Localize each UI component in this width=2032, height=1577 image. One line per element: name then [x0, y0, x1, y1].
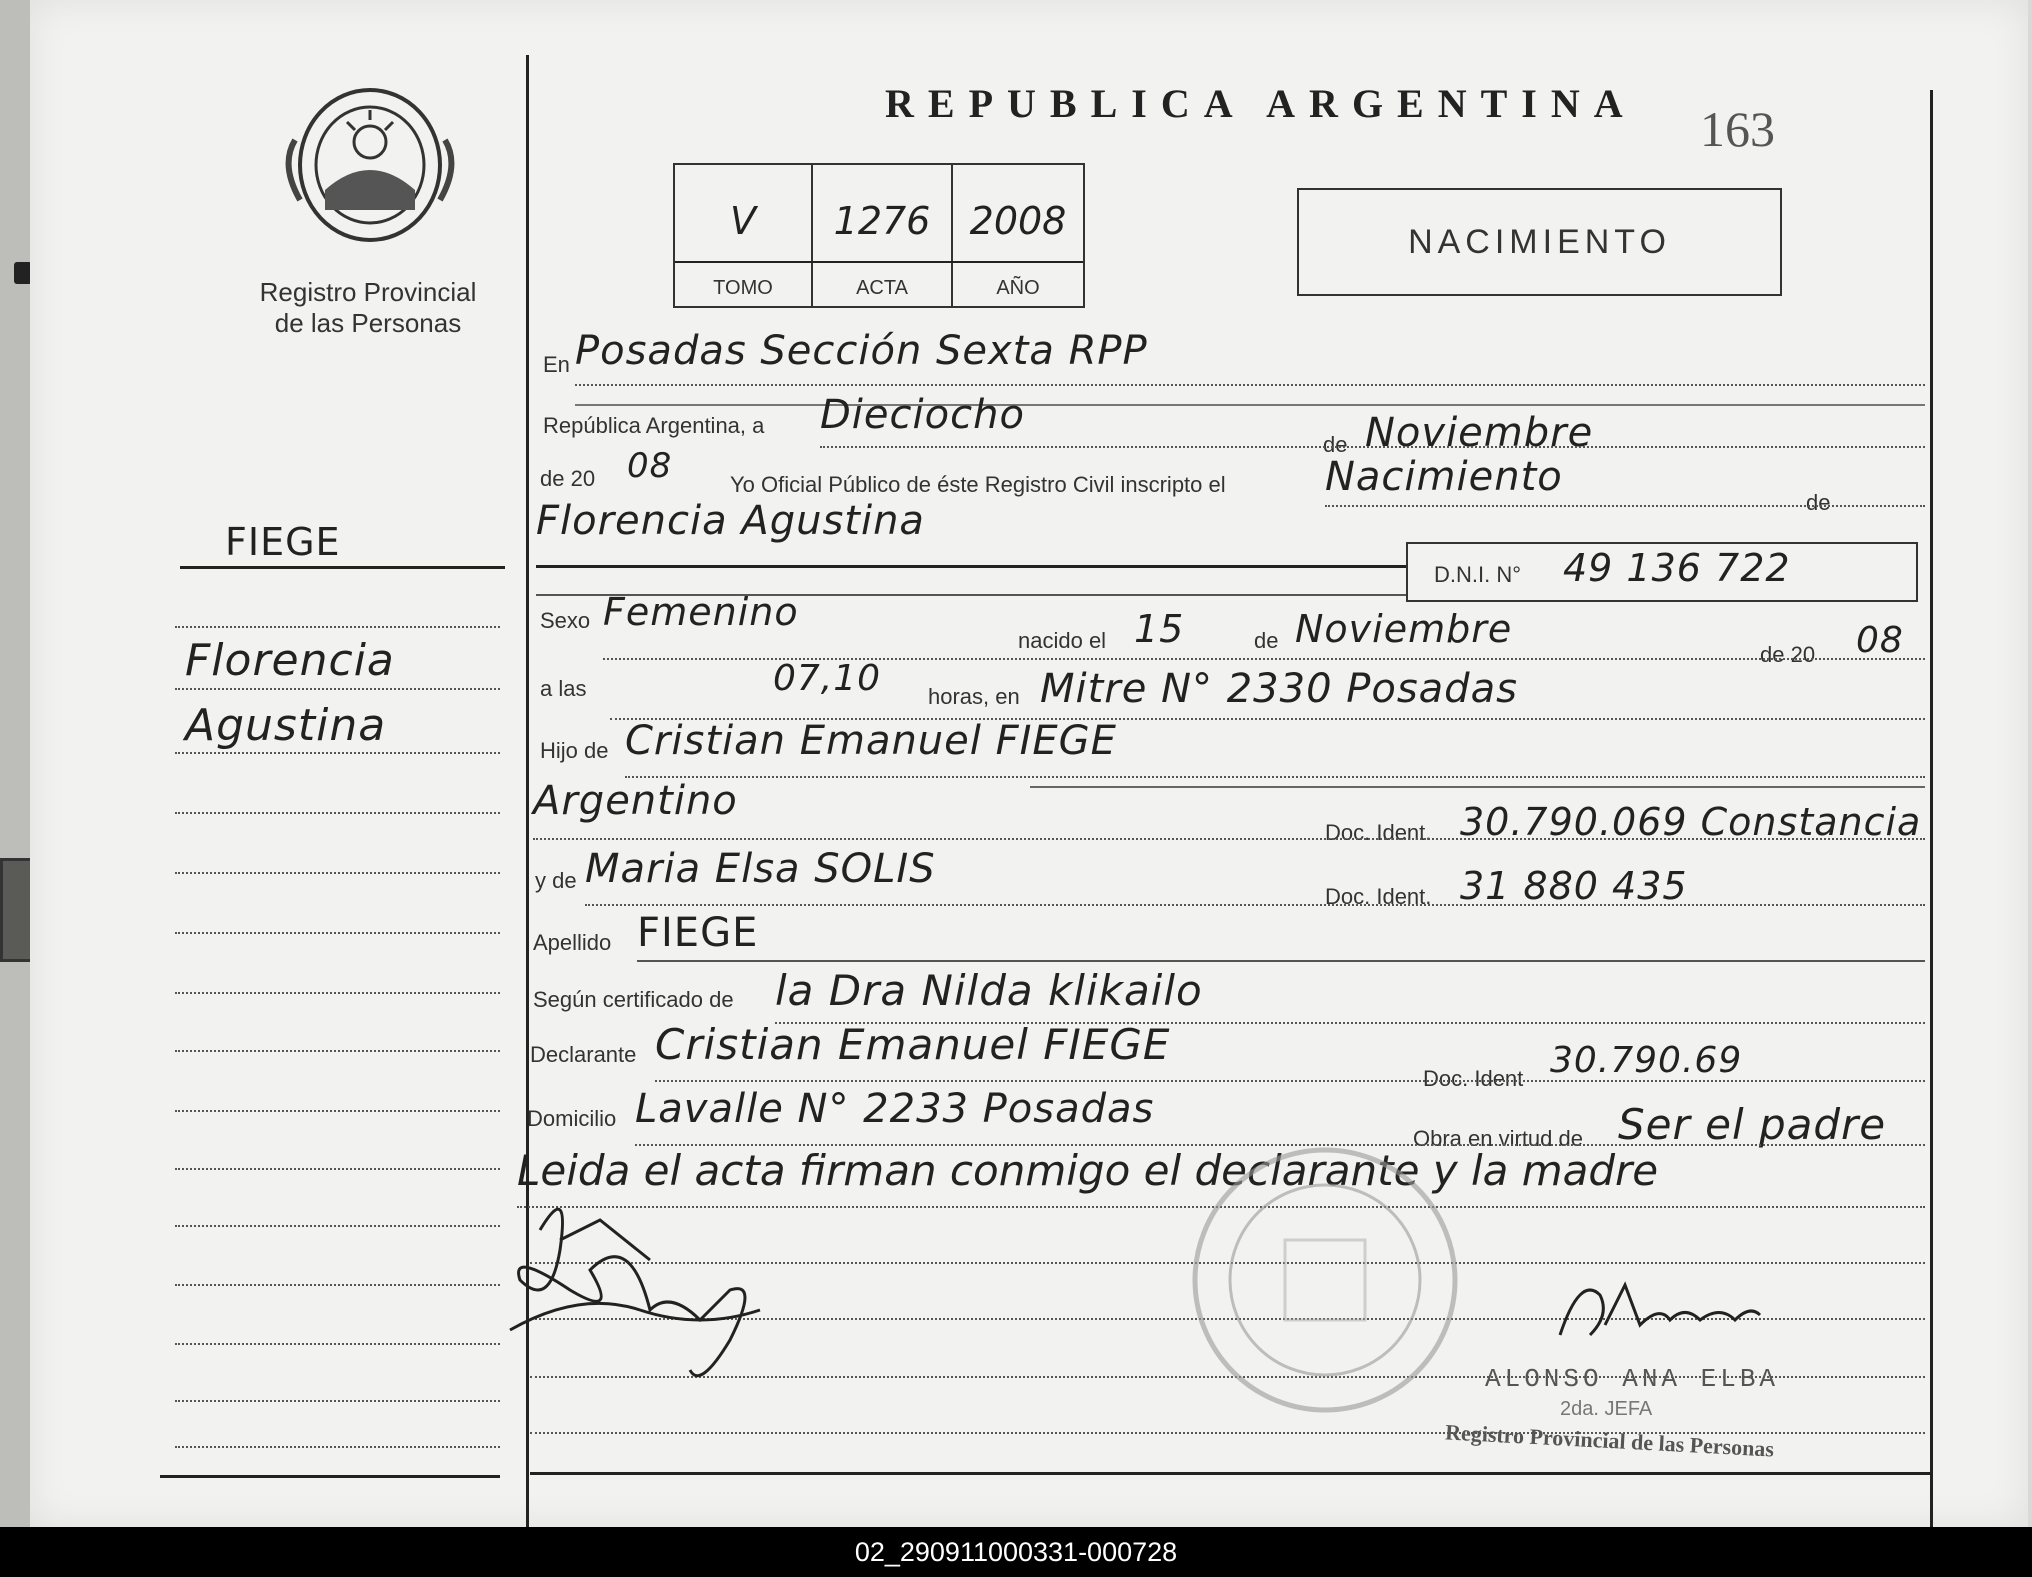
right-border — [1930, 90, 1933, 1527]
declarante-doc-value: 30.790.69 — [1550, 1040, 1743, 1081]
obra-label: Obra en virtud de — [1413, 1126, 1583, 1151]
margin-bottom-rule — [160, 1475, 500, 1478]
margin-given-name-2: Agustina — [185, 700, 387, 751]
day-words: Dieciocho — [820, 392, 1025, 438]
domicilio-label: Domicilio — [527, 1106, 617, 1131]
sexo-value: Femenino — [603, 590, 799, 634]
de-end-label: de — [1806, 490, 1831, 515]
provincial-seal-icon — [275, 80, 465, 250]
obra-value: Ser el padre — [1618, 1100, 1887, 1149]
act-type-label: NACIMIENTO — [1408, 222, 1671, 261]
registry-name-line1: Registro Provincial — [259, 277, 477, 307]
declarante-doc-label: Doc. Ident — [1423, 1066, 1524, 1091]
apellido-label: Apellido — [533, 930, 612, 955]
closing-statement: Leida el acta firman conmigo el declarante y la madre — [517, 1146, 1659, 1195]
act-type-box — [1297, 188, 1782, 296]
official-name: ALONSO ANA ELBA — [1485, 1364, 1780, 1394]
domicilio-value: Lavalle N° 2233 Posadas — [635, 1086, 1155, 1132]
father-value: Cristian Emanuel FIEGE — [625, 718, 1117, 764]
official-title: 2da. JEFA — [1560, 1398, 1653, 1420]
mother-doc-value: 31 880 435 — [1460, 864, 1688, 908]
tomo-label: TOMO — [713, 277, 773, 299]
inscripto-value: Nacimiento — [1325, 454, 1563, 500]
official-registry: Registro Provincial de las Personas — [1444, 1419, 1775, 1462]
segun-label: Según certificado de — [533, 987, 734, 1012]
alas-label: a las — [540, 676, 587, 701]
de-label: de — [1323, 432, 1348, 457]
nacido-de-label: de — [1254, 628, 1279, 653]
dni-label: D.N.I. N° — [1434, 562, 1522, 587]
acta-cell — [813, 165, 953, 306]
dni-value: 49 136 722 — [1563, 546, 1791, 590]
month-value: Noviembre — [1365, 410, 1594, 456]
anio-cell — [953, 165, 1083, 306]
record-box — [673, 163, 1085, 308]
apellido-value: FIEGE — [637, 910, 759, 956]
margin-given-name-1: Florencia — [185, 635, 395, 686]
document-page — [30, 0, 2028, 1527]
time-value: 07,10 — [773, 658, 882, 699]
nacido-year-label: de 20 — [1760, 642, 1816, 667]
declarante-label: Declarante — [530, 1042, 637, 1067]
margin-surname: FIEGE — [225, 520, 341, 564]
yde-label: y de — [535, 868, 577, 893]
place-value: Mitre N° 2330 Posadas — [1040, 666, 1518, 712]
father-doc-label: Doc. Ident. — [1325, 820, 1432, 845]
nacido-month: Noviembre — [1295, 607, 1513, 651]
image-id-footer — [0, 1527, 2032, 1577]
declarante-value: Cristian Emanuel FIEGE — [655, 1020, 1171, 1069]
mother-value: Maria Elsa SOLIS — [585, 846, 936, 892]
anio-value: 2008 — [969, 199, 1067, 243]
page-binding — [0, 0, 30, 1527]
tomo-cell — [675, 165, 813, 306]
nacido-year: 08 — [1856, 620, 1904, 661]
mother-doc-label: Doc. Ident. — [1325, 884, 1432, 909]
de20-label: de 20 — [540, 466, 596, 491]
acta-value: 1276 — [833, 199, 931, 243]
binding-clip — [0, 858, 34, 962]
official-signature — [1550, 1265, 1770, 1355]
dni-box — [1406, 542, 1918, 602]
margin-surname-rule — [180, 566, 505, 569]
page-number: 163 — [1700, 101, 1775, 157]
en-value: Posadas Sección Sexta RPP — [575, 328, 1148, 374]
nacido-label: nacido el — [1018, 628, 1107, 653]
country-title: REPUBLICA ARGENTINA — [885, 81, 1637, 126]
child-name: Florencia Agustina — [536, 498, 925, 544]
acta-label: ACTA — [856, 277, 908, 299]
nacido-day: 15 — [1134, 607, 1185, 651]
oficial-label: Yo Oficial Público de éste Registro Civil inscripto el — [730, 472, 1226, 497]
image-id-text: 02_290911000331-000728 — [854, 1536, 1178, 1567]
sexo-label: Sexo — [540, 608, 591, 633]
anio-label: AÑO — [996, 277, 1040, 299]
year-value: 08 — [627, 446, 673, 486]
father-doc-value: 30.790.069 Constancia — [1460, 800, 1922, 844]
registry-name-line2: de las Personas — [274, 308, 462, 338]
official-stamp — [1165, 1130, 1485, 1430]
horas-label: horas, en — [928, 684, 1020, 709]
tomo-value: V — [730, 199, 756, 243]
en-label: En — [543, 352, 570, 377]
republica-label: República Argentina, a — [543, 413, 765, 438]
segun-value: la Dra Nilda klikailo — [775, 966, 1203, 1015]
hijo-label: Hijo de — [540, 738, 609, 763]
father-nationality: Argentino — [533, 778, 738, 824]
declarant-signature — [500, 1170, 800, 1410]
